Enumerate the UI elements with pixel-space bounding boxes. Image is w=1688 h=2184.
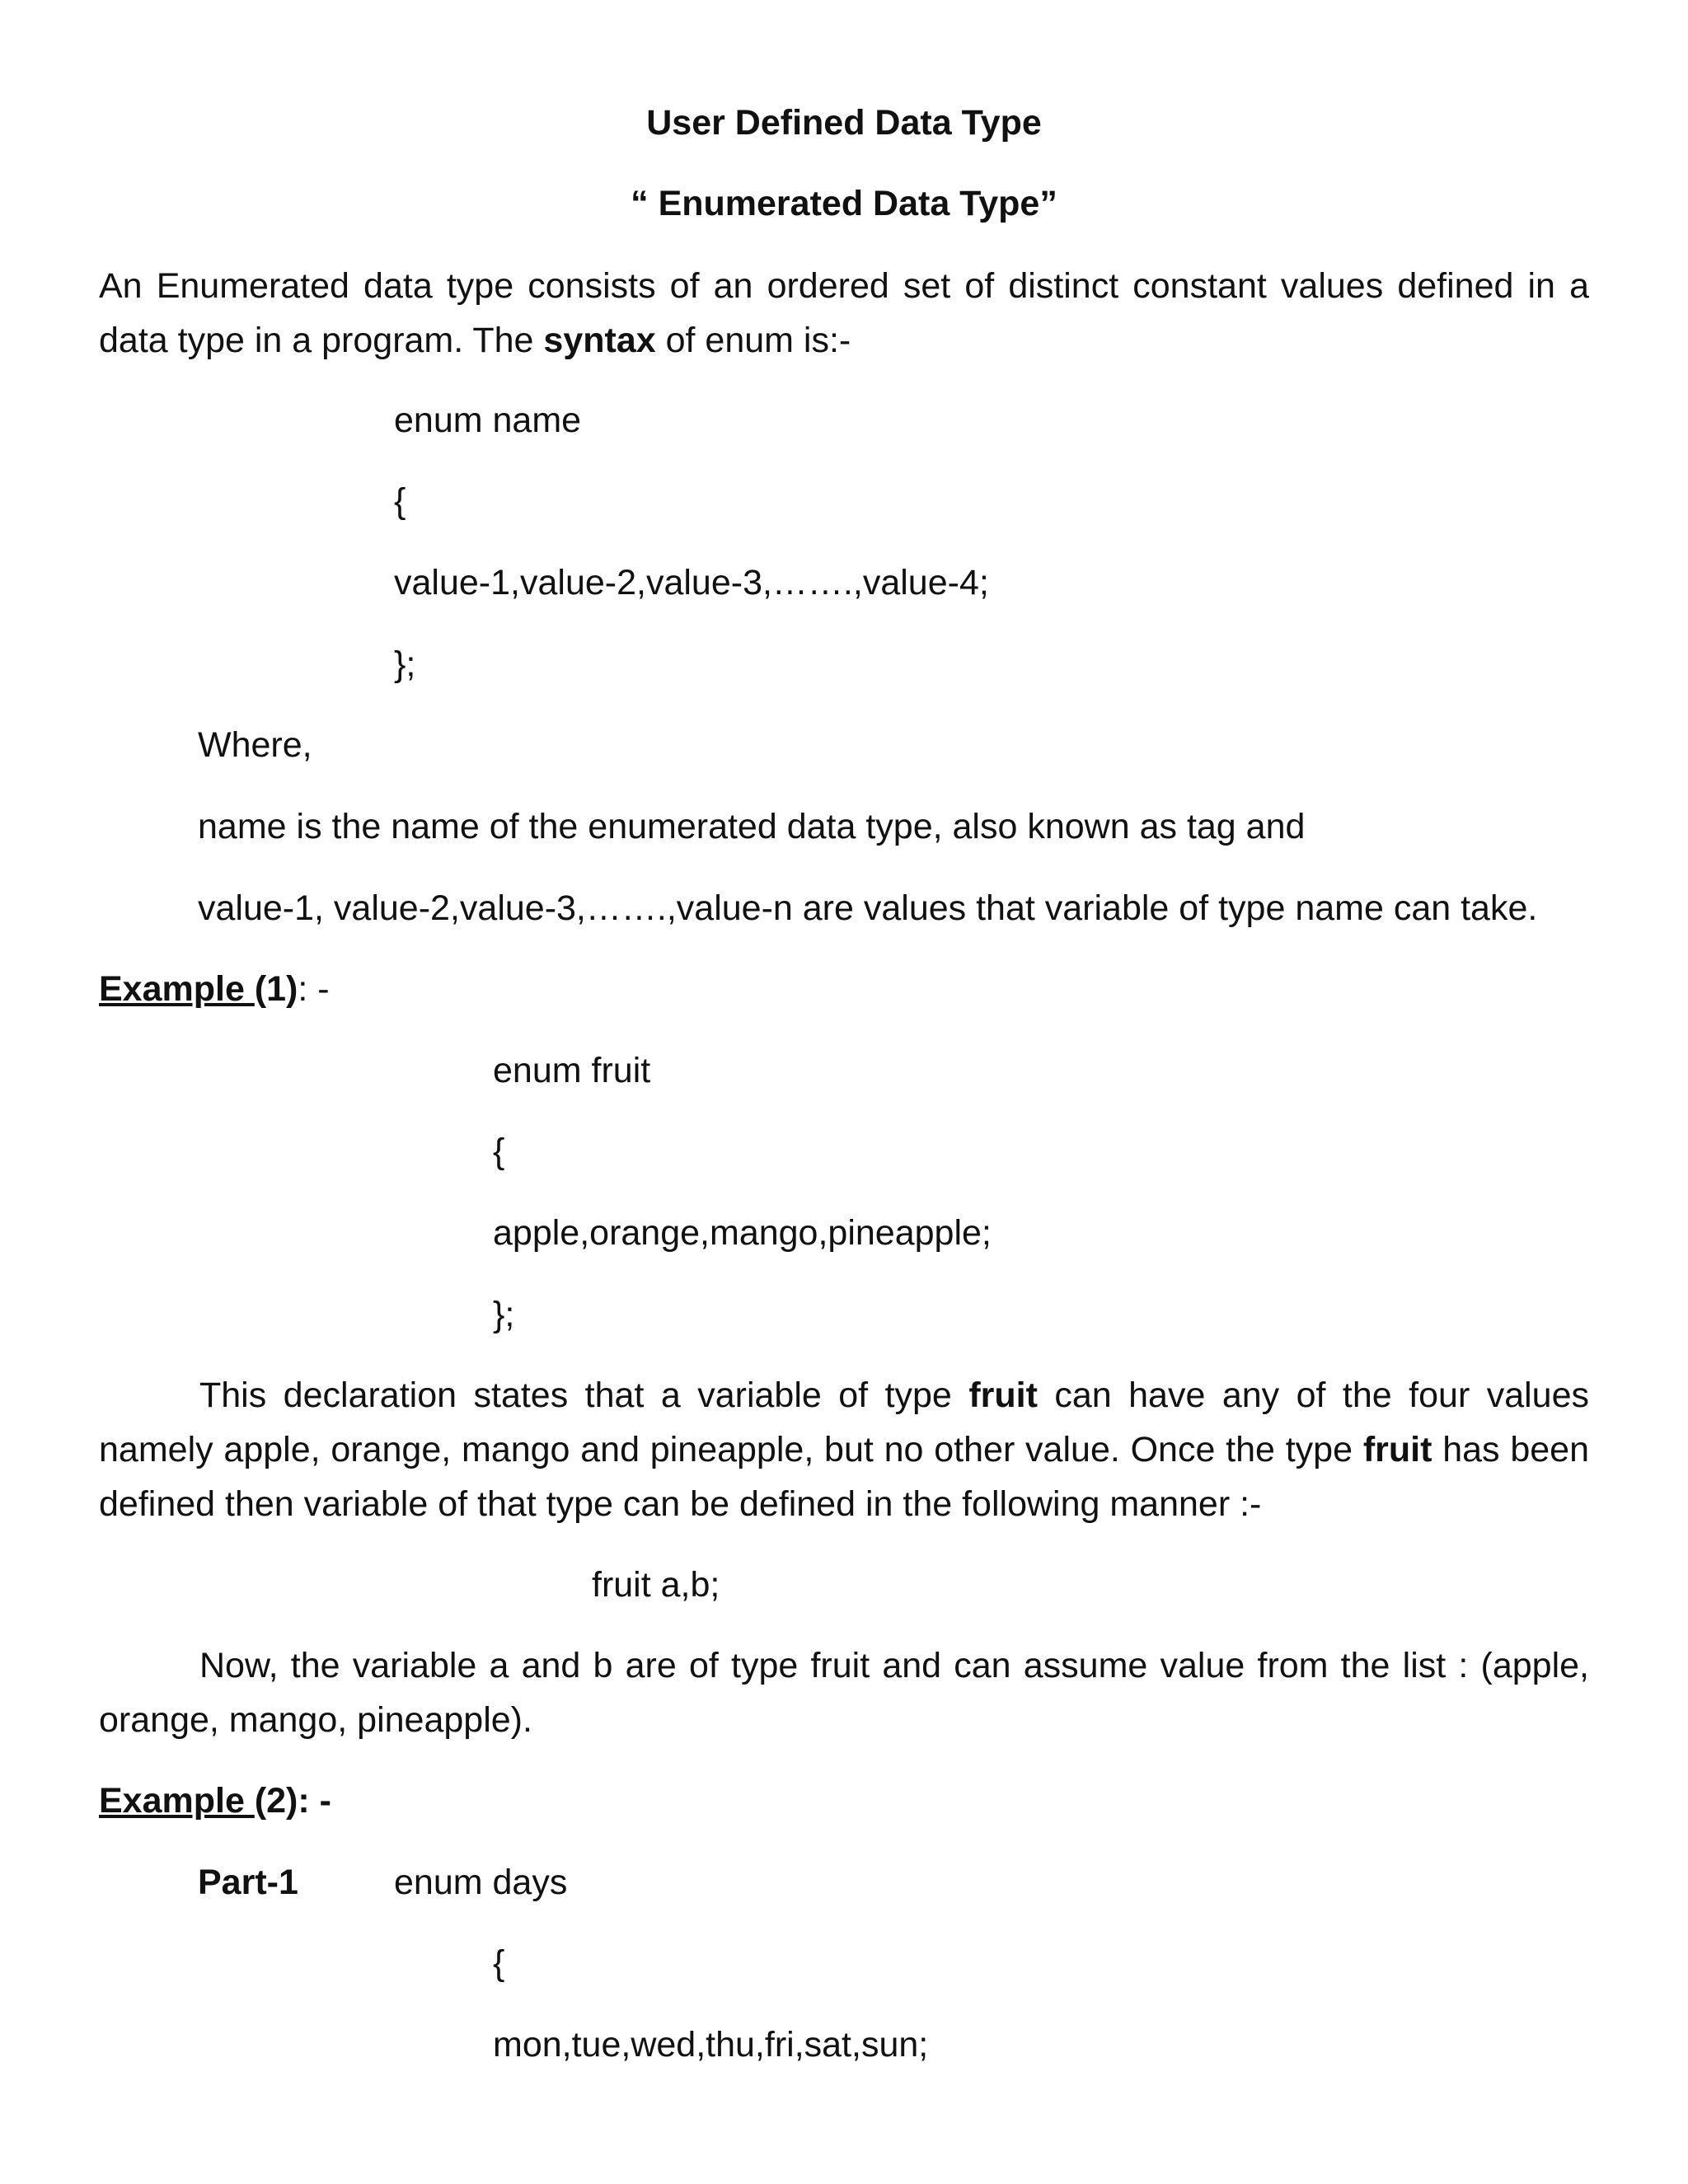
explanation-text-1: This declaration states that a variable of type <box>199 1376 969 1415</box>
explanation-text-2: can have any of the four values namely apple, orange, mango and pineapple, but no other value. Once the type <box>99 1376 1590 1469</box>
example-2-code-line-1: enum days <box>394 1863 568 1902</box>
document-title: User Defined Data Type <box>646 103 1042 143</box>
syntax-line-1: enum name <box>394 401 582 440</box>
example-1-suffix: : - <box>298 969 330 1009</box>
example-1-number: (1) <box>254 969 298 1009</box>
example-1-code-line-1: enum fruit <box>493 1051 651 1090</box>
intro-text-end: of enum is:- <box>655 321 851 360</box>
example-2-code-line-3: mon,tue,wed,thu,fri,sat,sun; <box>493 2025 929 2064</box>
example-2-number: (2): - <box>254 1781 331 1821</box>
example-1-underlined: Example <box>99 969 255 1009</box>
example-1-code-line-2: { <box>493 1132 505 1171</box>
variables-paragraph: Now, the variable a and b are of type fruit and can assume value from the list : (apple, orange, mango, pineapple). <box>99 1646 1589 1740</box>
example-2-code-line-2: { <box>493 1943 505 1983</box>
where-line-2: value-1, value-2,value-3,…….,value-n are values that variable of type name can take. <box>198 888 1538 928</box>
example-1-code-line-4: }; <box>493 1295 515 1334</box>
part-1-label: Part-1 <box>198 1863 298 1902</box>
example-1-code-line-3: apple,orange,mango,pineapple; <box>493 1213 992 1253</box>
document-subtitle: “ Enumerated Data Type” <box>631 184 1057 223</box>
where-line-1: name is the name of the enumerated data type, also known as tag and <box>198 807 1306 846</box>
explanation-text-3: has been defined then variable of that type can be defined in the following manner :- <box>99 1430 1589 1524</box>
intro-paragraph <box>99 259 1589 368</box>
explanation-bold-fruit-1: fruit <box>968 1376 1038 1415</box>
variable-declaration: fruit a,b; <box>592 1565 720 1605</box>
intro-text: An Enumerated data type consists of an ordered set of distinct constant values defined in a data type in a program. The <box>99 266 1589 360</box>
intro-bold-syntax: syntax <box>543 321 656 360</box>
syntax-line-2: { <box>394 481 406 521</box>
explanation-bold-fruit-2: fruit <box>1362 1430 1432 1469</box>
example-1-heading <box>99 962 330 1016</box>
where-label: Where, <box>198 725 312 765</box>
example-2-underlined: Example <box>99 1781 255 1821</box>
syntax-line-4: }; <box>394 644 416 684</box>
example-2-heading <box>99 1774 331 1828</box>
explanation-paragraph <box>99 1368 1589 1531</box>
syntax-line-3: value-1,value-2,value-3,…….,value-4; <box>394 563 989 602</box>
